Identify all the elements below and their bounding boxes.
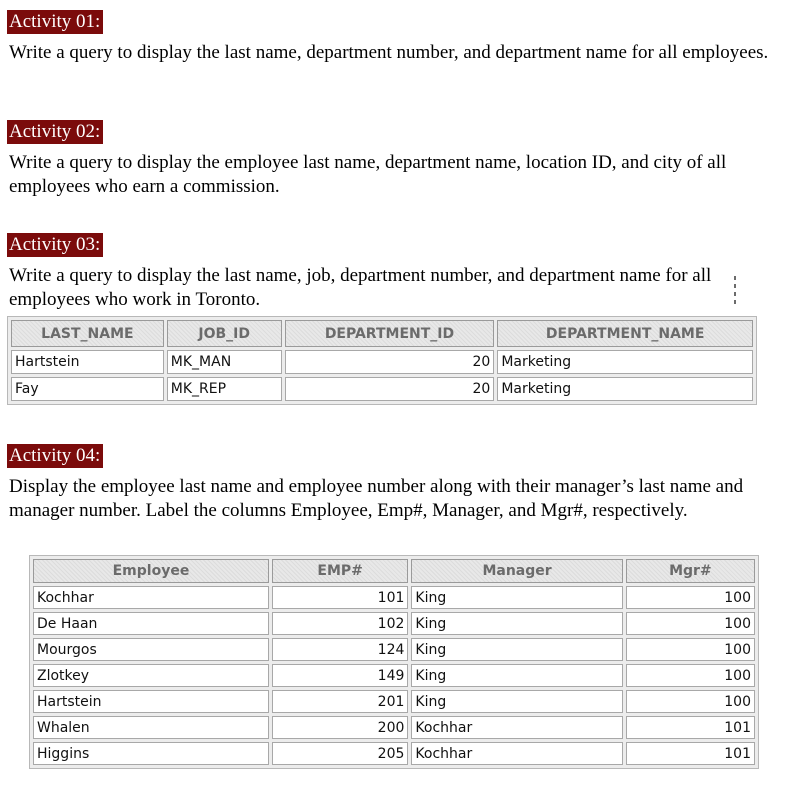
table-cell: MK_MAN xyxy=(167,350,282,374)
table-row xyxy=(33,638,755,661)
table-cell: 102 xyxy=(272,612,408,635)
table-cell: 205 xyxy=(272,742,408,765)
table-row xyxy=(33,664,755,687)
table-cell: Marketing xyxy=(497,350,753,374)
activity-04-heading: Activity 04: xyxy=(7,444,103,468)
column-header-employee: Employee xyxy=(33,559,269,583)
column-header-emp-number: EMP# xyxy=(272,559,408,583)
table-cell: Mourgos xyxy=(33,638,269,661)
table-cell: MK_REP xyxy=(167,377,282,401)
table-row xyxy=(11,377,753,401)
activity-04-result-table xyxy=(29,555,759,769)
activity-04-description: Display the employee last name and employee number along with their manager’s last name and manager number. Label the columns Employee, Emp#, Manager, and Mgr#, respectively. xyxy=(9,476,744,521)
table-cell: 149 xyxy=(272,664,408,687)
table-header-row xyxy=(11,320,753,347)
column-header-job-id: JOB_ID xyxy=(167,320,282,347)
table-cell: King xyxy=(411,612,622,635)
table-row xyxy=(11,350,753,374)
table-row xyxy=(33,742,755,765)
table-cell: Hartstein xyxy=(11,350,164,374)
table-cell: Zlotkey xyxy=(33,664,269,687)
table-cell: Whalen xyxy=(33,716,269,739)
table-row xyxy=(33,612,755,635)
table-row xyxy=(33,716,755,739)
table-cell: Hartstein xyxy=(33,690,269,713)
activity-03-description: Write a query to display the last name, job, department number, and department name for all employees who work in Toronto. xyxy=(9,265,712,310)
table-row xyxy=(33,586,755,609)
table-cell: 20 xyxy=(285,350,495,374)
table-cell: Marketing xyxy=(497,377,753,401)
table-cell: Kochhar xyxy=(411,716,622,739)
activity-03-heading: Activity 03: xyxy=(7,233,103,257)
column-header-department-id: DEPARTMENT_ID xyxy=(285,320,495,347)
table-cell: 100 xyxy=(626,612,755,635)
table-cell: 200 xyxy=(272,716,408,739)
table-cell: 100 xyxy=(626,664,755,687)
table-cell: 100 xyxy=(626,586,755,609)
table-cell: King xyxy=(411,664,622,687)
activity-02-heading: Activity 02: xyxy=(7,120,103,144)
table-header-row xyxy=(33,559,755,583)
table-row xyxy=(33,690,755,713)
table-cell: King xyxy=(411,690,622,713)
table-cell: De Haan xyxy=(33,612,269,635)
table-cell: 100 xyxy=(626,690,755,713)
activity-02-description: Write a query to display the employee last name, department name, location ID, and city of all employees who earn a commission. xyxy=(9,152,727,197)
table-cell: Fay xyxy=(11,377,164,401)
table-cell: Kochhar xyxy=(33,586,269,609)
table-cell: Higgins xyxy=(33,742,269,765)
column-header-mgr-number: Mgr# xyxy=(626,559,755,583)
table-cell: 124 xyxy=(272,638,408,661)
table-cell: 100 xyxy=(626,638,755,661)
table-cell: Kochhar xyxy=(411,742,622,765)
table-cell: 201 xyxy=(272,690,408,713)
table-cell: 101 xyxy=(626,716,755,739)
table-cell: 101 xyxy=(626,742,755,765)
column-header-department-name: DEPARTMENT_NAME xyxy=(497,320,753,347)
column-header-manager: Manager xyxy=(411,559,622,583)
table-cell: 20 xyxy=(285,377,495,401)
table-cell: 101 xyxy=(272,586,408,609)
activity-01-description: Write a query to display the last name, department number, and department name for all employees. xyxy=(9,42,769,63)
column-header-last-name: LAST_NAME xyxy=(11,320,164,347)
text-cursor-mark xyxy=(734,276,736,304)
activity-03-result-table xyxy=(7,316,757,405)
table-cell: King xyxy=(411,586,622,609)
table-cell: King xyxy=(411,638,622,661)
activity-01-heading: Activity 01: xyxy=(7,10,103,34)
